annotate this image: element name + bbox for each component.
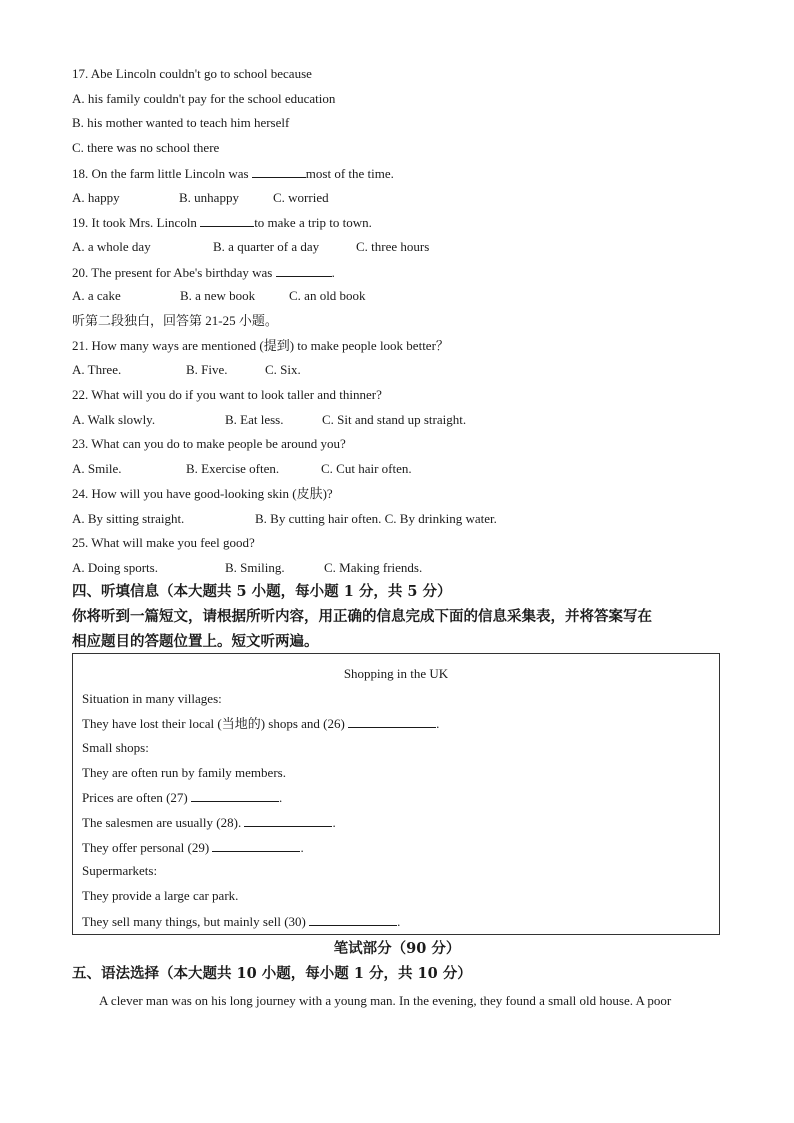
table-line: Situation in many villages: xyxy=(82,691,222,706)
table-title: Shopping in the UK xyxy=(343,666,449,681)
table-line: Small shops: xyxy=(82,740,149,755)
question-25-stem: 25. What will make you feel good? xyxy=(72,535,255,550)
answer-blank xyxy=(276,264,332,277)
answer-blank xyxy=(200,214,254,227)
question-20-stem: 20. The present for Abe's birthday was . xyxy=(72,265,335,280)
option-b: B. Five. xyxy=(186,362,228,377)
option-b: B. a new book xyxy=(180,288,256,303)
option-b: B. Eat less. xyxy=(225,412,284,427)
passage-text: A clever man was on his long journey with a young man. In the evening, they found a small old house. A poor xyxy=(99,993,672,1008)
written-part-title: 笔试部分（90 分） xyxy=(333,940,461,957)
option-c: C. an old book xyxy=(289,288,366,303)
answer-blank-26[interactable] xyxy=(348,715,436,728)
option-c: C. three hours xyxy=(356,239,430,254)
section-4-instruction-line2: 相应题目的答题位置上。短文听两遍。 xyxy=(72,633,319,650)
option-a: A. Doing sports. xyxy=(72,560,158,575)
question-17-stem: 17. Abe Lincoln couldn't go to school because xyxy=(72,66,312,81)
table-line: Supermarkets: xyxy=(82,863,158,878)
question-18-options xyxy=(72,190,329,206)
option-b-c: B. By cutting hair often. C. By drinking water. xyxy=(255,511,497,526)
question-21-options xyxy=(72,362,301,378)
question-23-stem: 23. What can you do to make people be around you? xyxy=(72,436,346,451)
question-17-option-b: B. his mother wanted to teach him herself xyxy=(72,115,290,130)
option-a: A. a cake xyxy=(72,288,121,303)
answer-blank-30[interactable] xyxy=(309,913,397,926)
table-line: They have lost their local (当地的) shops and (26) . xyxy=(82,716,440,731)
info-collection-table xyxy=(72,653,720,935)
section-4-instruction-line1: 你将听到一篇短文，请根据所听内容，用正确的信息完成下面的信息采集表，并将答案写在 xyxy=(72,608,652,625)
option-a: A. happy xyxy=(72,190,120,205)
option-c: C. Sit and stand up straight. xyxy=(322,412,467,427)
answer-blank-29[interactable] xyxy=(212,839,300,852)
answer-blank-28[interactable] xyxy=(244,814,332,827)
answer-blank xyxy=(252,165,306,178)
option-b: B. Exercise often. xyxy=(186,461,280,476)
option-c: C. Making friends. xyxy=(324,560,423,575)
question-17-option-a: A. his family couldn't pay for the school education xyxy=(72,91,336,106)
option-b: B. a quarter of a day xyxy=(213,239,320,254)
question-21-stem: 21. How many ways are mentioned (提到) to make people look better？ xyxy=(72,338,449,353)
option-b: B. unhappy xyxy=(179,190,239,205)
table-line: They sell many things, but mainly sell (30) . xyxy=(82,914,401,929)
option-a: A. Three. xyxy=(72,362,122,377)
question-20-options xyxy=(72,288,366,304)
option-c: C. Six. xyxy=(265,362,301,377)
question-24-stem: 24. How will you have good-looking skin (皮肤)? xyxy=(72,486,333,501)
option-b: B. Smiling. xyxy=(225,560,285,575)
option-a: A. By sitting straight. xyxy=(72,511,185,526)
question-23-options xyxy=(72,461,412,477)
question-19-stem: 19. It took Mrs. Lincoln to make a trip to town. xyxy=(72,215,372,230)
table-line: The salesmen are usually (28). . xyxy=(82,815,336,830)
question-17-option-c: C. there was no school there xyxy=(72,140,220,155)
question-18-stem: 18. On the farm little Lincoln was most of the time. xyxy=(72,166,394,181)
question-22-stem: 22. What will you do if you want to look taller and thinner? xyxy=(72,387,382,402)
option-c: C. worried xyxy=(273,190,329,205)
option-a: A. a whole day xyxy=(72,239,151,254)
table-line: They are often run by family members. xyxy=(82,765,286,780)
section-4-title: 四、听填信息（本大题共 5 小题，每小题 1 分，共 5 分） xyxy=(72,583,452,600)
table-line: They provide a large car park. xyxy=(82,888,239,903)
option-c: C. Cut hair often. xyxy=(321,461,412,476)
question-22-options xyxy=(72,412,466,428)
table-line: They offer personal (29) . xyxy=(82,840,304,855)
section-5-title: 五、语法选择（本大题共 10 小题，每小题 1 分，共 10 分） xyxy=(72,965,472,982)
question-24-options xyxy=(72,511,497,527)
question-25-options xyxy=(72,560,422,576)
option-a: A. Smile. xyxy=(72,461,122,476)
answer-blank-27[interactable] xyxy=(191,789,279,802)
monologue-instruction: 听第二段独白，回答第 21-25 小题。 xyxy=(72,313,278,328)
question-19-options xyxy=(72,239,429,255)
option-a: A. Walk slowly. xyxy=(72,412,156,427)
table-line: Prices are often (27) . xyxy=(82,790,283,805)
